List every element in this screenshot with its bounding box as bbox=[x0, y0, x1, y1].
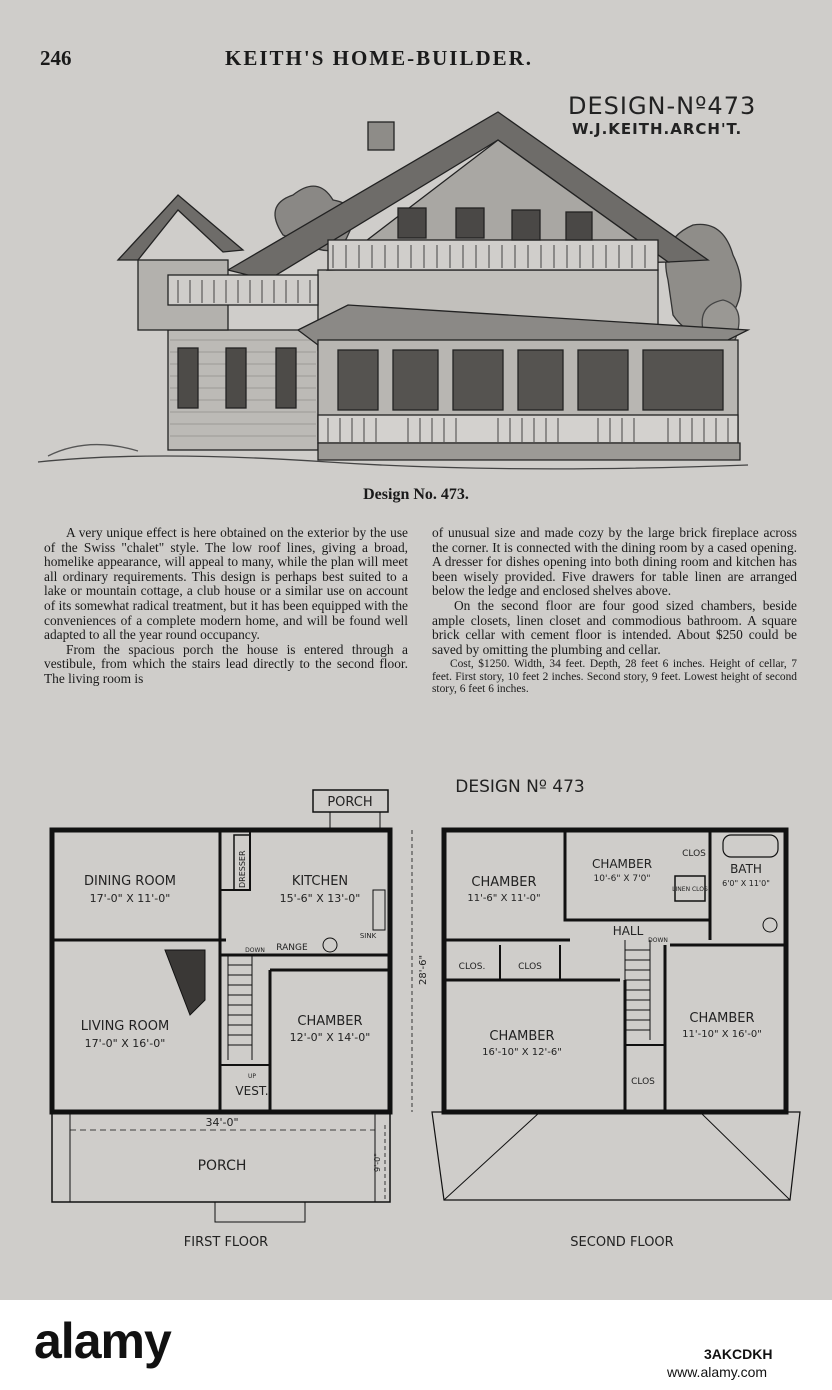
text-column-right bbox=[432, 526, 797, 695]
running-head: KEITH'S HOME-BUILDER. bbox=[225, 46, 534, 70]
closet-mid-label: CLOS bbox=[518, 962, 542, 972]
closet-lower-label: CLOS bbox=[631, 1077, 655, 1087]
kitchen-label: KITCHEN bbox=[291, 874, 349, 889]
design-caption: Design No. 473. bbox=[363, 486, 469, 503]
range-label: RANGE bbox=[276, 943, 308, 953]
stair-down-label: DOWN bbox=[245, 947, 265, 954]
closet-left-label: CLOS. bbox=[458, 962, 486, 972]
paragraph: of unusual size and made cozy by the large brick fireplace across the corner. It is connected with the dining room by a cased opening. A dresser for dishes opening into both dining room and kitchen has been wisely provided. Five drawers for table linen are arranged below the ledge and enclosed shelves above. bbox=[432, 525, 797, 599]
alamy-watermark-logo: alamy bbox=[34, 1313, 171, 1369]
dining-room-label: DINING ROOM bbox=[83, 874, 177, 889]
paragraph: A very unique effect is here obtained on the exterior by the use of the Swiss "chalet" style. The low roof lines, giving a broad, homelike appearance, will appeal to many, while the plan will meet all ordinary requirements. This design is perhaps best suited to a lake or mountain cottage, a club house or a similar use on account of its somewhat radical treatment, but it has been equipped with the conveniences of a complete modern home, and will be found well adapted to all the year round occupancy. bbox=[44, 525, 408, 643]
text-column-left bbox=[44, 526, 408, 687]
design-number-stamp: DESIGN-Nº473 bbox=[568, 92, 757, 120]
second-floor-title: SECOND FLOOR bbox=[570, 1235, 674, 1250]
chamber-1-label: CHAMBER bbox=[471, 875, 537, 890]
rear-porch-label: PORCH bbox=[327, 795, 373, 810]
chamber-4-label: CHAMBER bbox=[689, 1011, 755, 1026]
width-dimension: 34'-0" bbox=[205, 1116, 239, 1129]
dining-room-size: 17'-0" X 11'-0" bbox=[89, 892, 171, 905]
living-room-size: 17'-0" X 16'-0" bbox=[84, 1037, 166, 1050]
chamber-3-size: 16'-10" X 12'-6" bbox=[482, 1047, 562, 1058]
paragraph: From the spacious porch the house is entered through a vestibule, from which the stairs lead directly to the second floor. The living room is bbox=[44, 641, 408, 686]
image-id: 3AKCDKH bbox=[704, 1346, 773, 1362]
living-room-label: LIVING ROOM bbox=[80, 1019, 170, 1034]
vestibule-label: VEST. bbox=[235, 1084, 269, 1098]
chamber-3-label: CHAMBER bbox=[489, 1029, 555, 1044]
dresser-label: DRESSER bbox=[238, 850, 247, 888]
closet-label: CLOS bbox=[682, 849, 706, 859]
floor-plans bbox=[30, 760, 810, 1260]
chamber-label: CHAMBER bbox=[297, 1014, 363, 1029]
chamber-4-size: 11'-10" X 16'-0" bbox=[682, 1029, 762, 1040]
hall-label: HALL bbox=[612, 924, 644, 938]
bath-size: 6'0" X 11'0" bbox=[722, 879, 770, 888]
porch-depth-dimension: 9'-0" bbox=[373, 1153, 382, 1172]
second-floor-design-label: DESIGN Nº 473 bbox=[455, 777, 585, 797]
chamber-2-size: 10'-6" X 7'0" bbox=[593, 874, 651, 884]
chamber-2-label: CHAMBER bbox=[591, 857, 653, 871]
chamber-1-size: 11'-6" X 11'-0" bbox=[467, 893, 541, 904]
architect-stamp: W.J.KEITH.ARCH'T. bbox=[572, 120, 743, 138]
chamber-size: 12'-0" X 14'-0" bbox=[289, 1031, 371, 1044]
specifications-note: Cost, $1250. Width, 34 feet. Depth, 28 feet 6 inches. Height of cellar, 7 feet. First story, 10 feet 2 inches. Second story, 9 feet. Lowest height of second story, 6 feet 6 inches. bbox=[432, 658, 797, 695]
front-porch-label: PORCH bbox=[197, 1158, 247, 1174]
sink-label: SINK bbox=[359, 932, 377, 940]
house-perspective-illustration bbox=[28, 100, 788, 480]
linen-closet-label: LINEN CLOS bbox=[672, 886, 708, 893]
first-floor-title: FIRST FLOOR bbox=[183, 1235, 269, 1250]
bath-label: BATH bbox=[730, 862, 762, 876]
upper-stair-down-label: DOWN bbox=[648, 937, 668, 944]
footer-url: www.alamy.com bbox=[667, 1364, 768, 1380]
paragraph: On the second floor are four good sized chambers, beside ample closets, linen closet and commodious bathroom. A square brick cellar with cement floor is intended. About $250 could be saved by omitting the plumbing and cellar. bbox=[432, 597, 797, 657]
depth-dimension: 28'-6" bbox=[418, 954, 429, 985]
stair-up-label: UP bbox=[247, 1073, 257, 1080]
page-number: 246 bbox=[40, 46, 72, 70]
kitchen-size: 15'-6" X 13'-0" bbox=[279, 892, 361, 905]
